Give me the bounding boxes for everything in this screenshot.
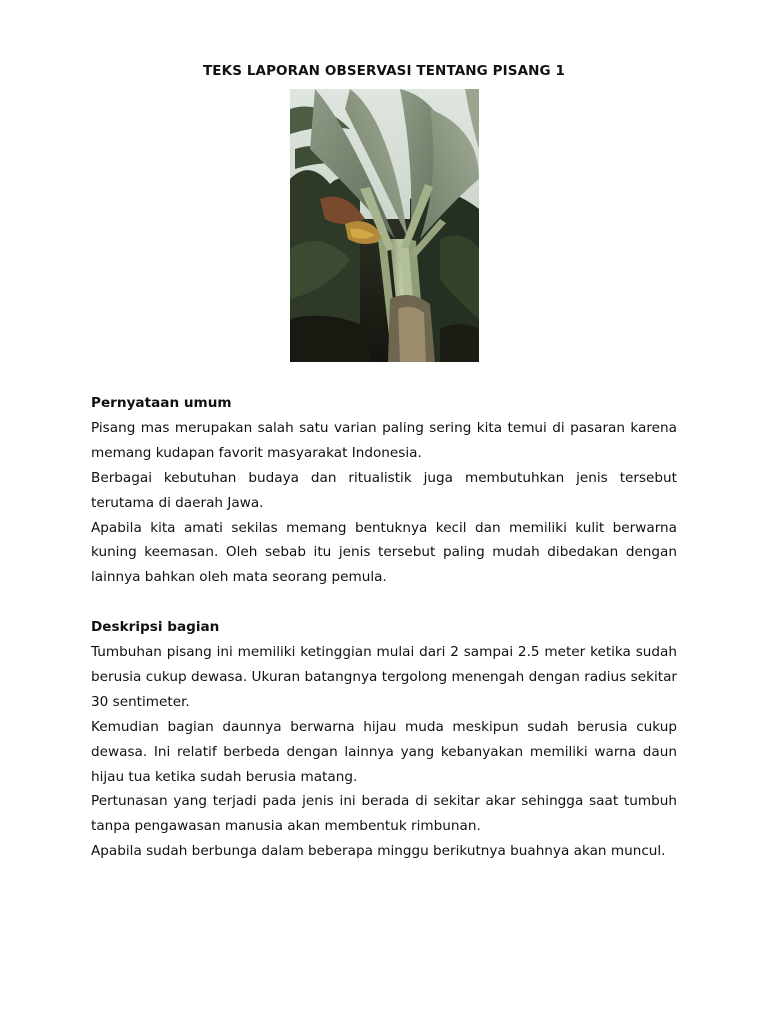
document-body (91, 391, 677, 864)
paragraph: Apabila sudah berbunga dalam beberapa minggu berikutnya buahnya akan muncul. (91, 843, 666, 860)
paragraph: Tumbuhan pisang ini memiliki ketinggian mulai dari 2 sampai 2.5 meter ketika sudah berusia cukup dewasa. Ukuran batangnya tergolong menengah dengan radius sekitar 30 sentimeter. (91, 644, 677, 710)
document-title: TEKS LAPORAN OBSERVASI TENTANG PISANG 1 (203, 63, 565, 79)
paragraph: Kemudian bagian daunnya berwarna hijau muda meskipun sudah berusia cukup dewasa. Ini relatif berbeda dengan lainnya yang kebanyakan memiliki warna daun hijau tua ketika sudah berusia matang. (91, 718, 677, 785)
banana-plant-photo (290, 89, 479, 362)
paragraph: Apabila kita amati sekilas memang bentuknya kecil dan memiliki kulit berwarna kuning keemasan. Oleh sebab itu jenis tersebut paling mudah dibedakan dengan lainnya bahkan oleh mata seorang pemula. (91, 519, 677, 586)
banana-plant-illustration (290, 89, 479, 362)
paragraph: Pertunasan yang terjadi pada jenis ini berada di sekitar akar sehingga saat tumbuh tanpa pengawasan manusia akan membentuk rimbunan. (91, 793, 677, 835)
section-heading-deskripsi-bagian: Deskripsi bagian (91, 619, 220, 636)
section-spacer (91, 590, 677, 615)
section-heading-pernyataan-umum: Pernyataan umum (91, 395, 232, 411)
paragraph: Berbagai kebutuhan budaya dan ritualistik juga membutuhkan jenis tersebut terutama di daerah Jawa. (91, 469, 677, 511)
paragraph: Pisang mas merupakan salah satu varian paling sering kita temui di pasaran karena memang kudapan favorit masyarakat Indonesia. (91, 419, 677, 461)
